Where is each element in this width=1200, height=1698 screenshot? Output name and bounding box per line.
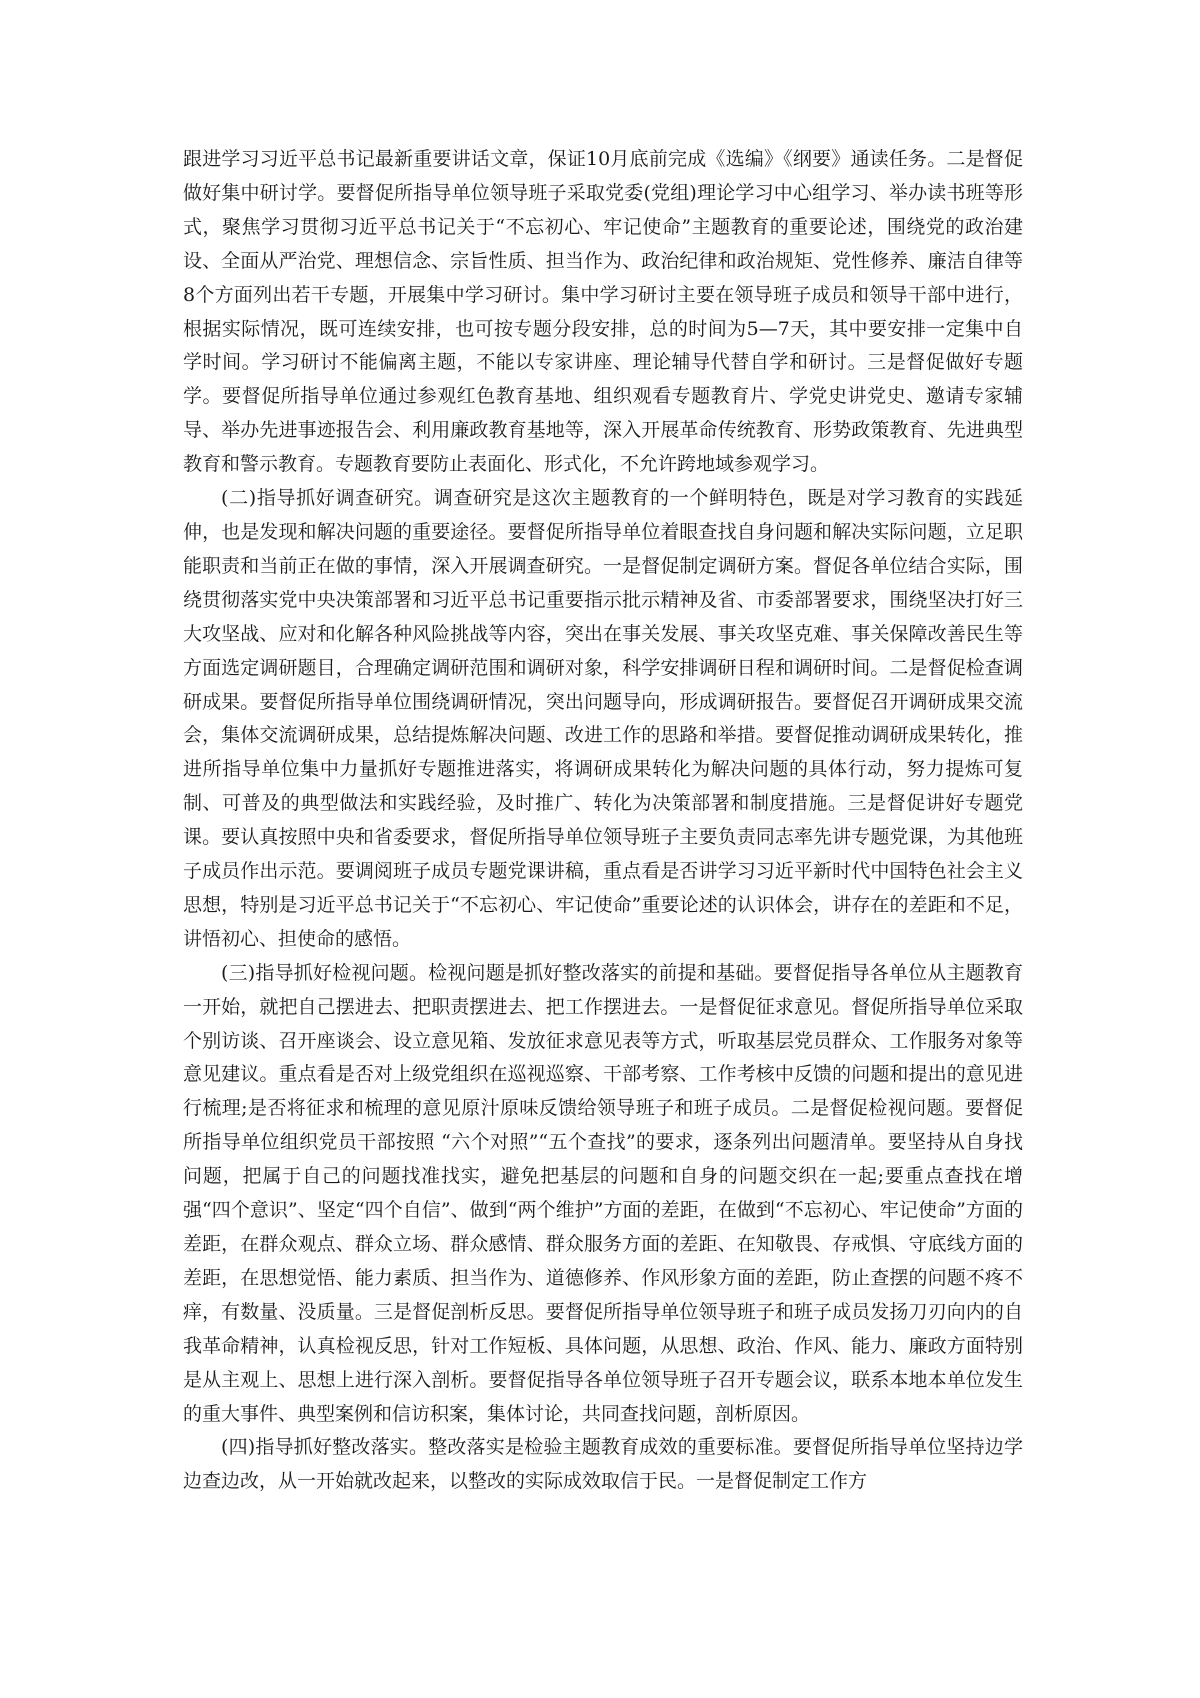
document-page xyxy=(183,143,1023,1499)
paragraph-rectification: (四)指导抓好整改落实。整改落实是检验主题教育成效的重要标准。要督促所指导单位坚持边学边查边改，从一开始就改起来，以整改的实际成效取信于民。一是督促制定工作方 xyxy=(183,1436,1023,1493)
paragraph-study-continuation: 跟进学习习近平总书记最新重要讲话文章，保证10月底前完成《选编》《纲要》通读任务。二是督促做好集中研讨学。要督促所指导单位领导班子采取党委(党组)理论学习中心组学习、举办读书班等形式，聚焦学习贯彻习近平总书记关于“不忘初心、牢记使命”主题教育的重要论述，围绕党的政治建设、全面从严治党、理想信念、宗旨性质、担当作为、政治纪律和政治规矩、党性修养、廉洁自律等8个方面列出若干专题，开展集中学习研讨。集中学习研讨主要在领导班子成员和领导干部中进行，根据实际情况，既可连续安排，也可按专题分段安排，总的时间为5—7天，其中要安排一定集中自学时间。学习研讨不能偏离主题，不能以专家讲座、理论辅导代替自学和研讨。三是督促做好专题学。要督促所指导单位通过参观红色教育基地、组织观看专题教育片、学党史讲党史、邀请专家辅导、举办先进事迹报告会、利用廉政教育基地等，深入开展革命传统教育、形势政策教育、先进典型教育和警示教育。专题教育要防止表面化、形式化，不允许跨地域参观学习。 xyxy=(183,148,1023,476)
paragraph-inspect-problems: (三)指导抓好检视问题。检视问题是抓好整改落实的前提和基础。要督促指导各单位从主题教育一开始，就把自己摆进去、把职责摆进去、把工作摆进去。一是督促征求意见。督促所指导单位采取个别访谈、召开座谈会、设立意见箱、发放征求意见表等方式，听取基层党员群众、工作服务对象等意见建议。重点看是否对上级党组织在巡视巡察、干部考察、工作考核中反馈的问题和提出的意见进行梳理;是否将征求和梳理的意见原汁原味反馈给领导班子和班子成员。二是督促检视问题。要督促所指导单位组织党员干部按照 “六个对照”“五个查找”的要求，逐条列出问题清单。要坚持从自身找问题，把属于自己的问题找准找实，避免把基层的问题和自身的问题交织在一起;要重点查找在增强“四个意识”、坚定“四个自信”、做到“两个维护”方面的差距，在做到“不忘初心、牢记使命”方面的差距，在群众观点、群众立场、群众感情、群众服务方面的差距、在知敬畏、存戒惧、守底线方面的差距，在思想觉悟、能力素质、担当作为、道德修养、作风形象方面的差距，防止查摆的问题不疼不痒，有数量、没质量。三是督促剖析反思。要督促所指导单位领导班子和班子成员发扬刀刃向内的自我革命精神，认真检视反思，针对工作短板、具体问题，从思想、政治、作风、能力、廉政方面特别是从主观上、思想上进行深入剖析。要督促指导各单位领导班子召开专题会议，联系本地本单位发生的重大事件、典型案例和信访积案，集体讨论，共同查找问题，剖析原因。 xyxy=(183,961,1023,1425)
paragraph-investigation-research: (二)指导抓好调查研究。调查研究是这次主题教育的一个鲜明特色，既是对学习教育的实践延伸，也是发现和解决问题的重要途径。要督促所指导单位着眼查找自身问题和解决实际问题，立足职能职责和当前正在做的事情，深入开展调查研究。一是督促制定调研方案。督促各单位结合实际，围绕贯彻落实党中央决策部署和习近平总书记重要指示批示精神及省、市委部署要求，围绕坚决打好三大攻坚战、应对和化解各种风险挑战等内容，突出在事关发展、事关攻坚克难、事关保障改善民生等方面选定调研题目，合理确定调研范围和调研对象，科学安排调研日程和调研时间。二是督促检查调研成果。要督促所指导单位围绕调研情况，突出问题导向，形成调研报告。要督促召开调研成果交流会，集体交流调研成果，总结提炼解决问题、改进工作的思路和举措。要督促推动调研成果转化，推进所指导单位集中力量抓好专题推进落实，将调研成果转化为解决问题的具体行动，努力提炼可复制、可普及的典型做法和实践经验，及时推广、转化为决策部署和制度措施。三是督促讲好专题党课。要认真按照中央和省委要求，督促所指导单位领导班子主要负责同志率先讲专题党课，为其他班子成员作出示范。要调阅班子成员专题党课讲稿，重点看是否讲学习习近平新时代中国特色社会主义思想，特别是习近平总书记关于“不忘初心、牢记使命”重要论述的认识体会，讲存在的差距和不足，讲悟初心、担使命的感悟。 xyxy=(183,487,1023,950)
